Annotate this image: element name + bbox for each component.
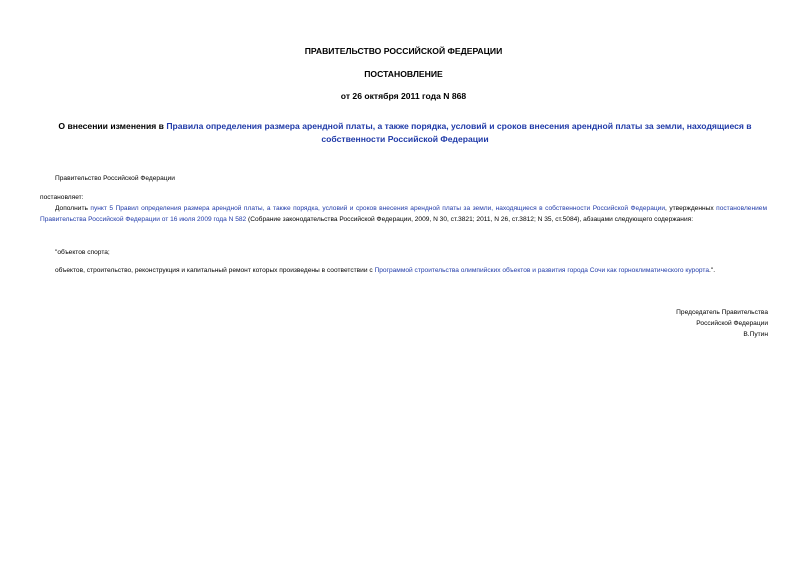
- rules-clause-link[interactable]: пункт 5 Правил определения размера арендной платы, а также порядка, условий и сроков внесения арендной платы за земли, находящиеся в собственности Российской Федерации: [90, 205, 666, 212]
- signature-organization: Российской Федерации: [696, 320, 768, 327]
- olympic-objects-paragraph: [40, 265, 767, 276]
- document-date-number: от 26 октября 2011 года N 868: [340, 91, 467, 101]
- signature-block: [676, 307, 768, 340]
- amendment-text-a: Дополнить: [55, 205, 91, 212]
- olympic-text-b: .".: [709, 267, 716, 274]
- amendment-paragraph: [40, 203, 767, 225]
- government-name: Правительство Российской Федерации: [55, 175, 175, 182]
- document-type-heading: ПОСТАНОВЛЕНИЕ: [364, 69, 443, 79]
- signature-name: В.Путин: [743, 331, 768, 338]
- signature-position: Председатель Правительства: [676, 309, 768, 316]
- document-title-prefix: О внесении изменения в: [58, 121, 167, 131]
- document-title-link[interactable]: Правила определения размера арендной платы, а также порядка, условий и сроков внесения арендной платы за земли, находящиеся в собственности Российской Федерации: [166, 121, 752, 144]
- olympic-program-link[interactable]: Программой строительства олимпийских объектов и развития города Сочи как горноклиматического курорта: [374, 267, 710, 274]
- olympic-text-a: объектов, строительство, реконструкция и капитальный ремонт которых произведены в соответствии с: [55, 267, 375, 274]
- document-title: [46, 120, 764, 146]
- resolves-text: постановляет:: [40, 194, 84, 201]
- sports-objects-line: "объектов спорта;: [55, 249, 110, 256]
- amendment-text-b: , утвержденных: [665, 205, 717, 212]
- issuer-heading: ПРАВИТЕЛЬСТВО РОССИЙСКОЙ ФЕДЕРАЦИИ: [304, 46, 503, 56]
- amendment-text-c: (Собрание законодательства Российской Федерации, 2009, N 30, ст.3821; 2011, N 26, ст.3812; N 35, ст.5084), абзацами следующего содержания:: [246, 216, 694, 223]
- government-resolution-link[interactable]: постановлением Правительства Российской Федерации от 16 июля 2009 года N 582: [40, 205, 767, 223]
